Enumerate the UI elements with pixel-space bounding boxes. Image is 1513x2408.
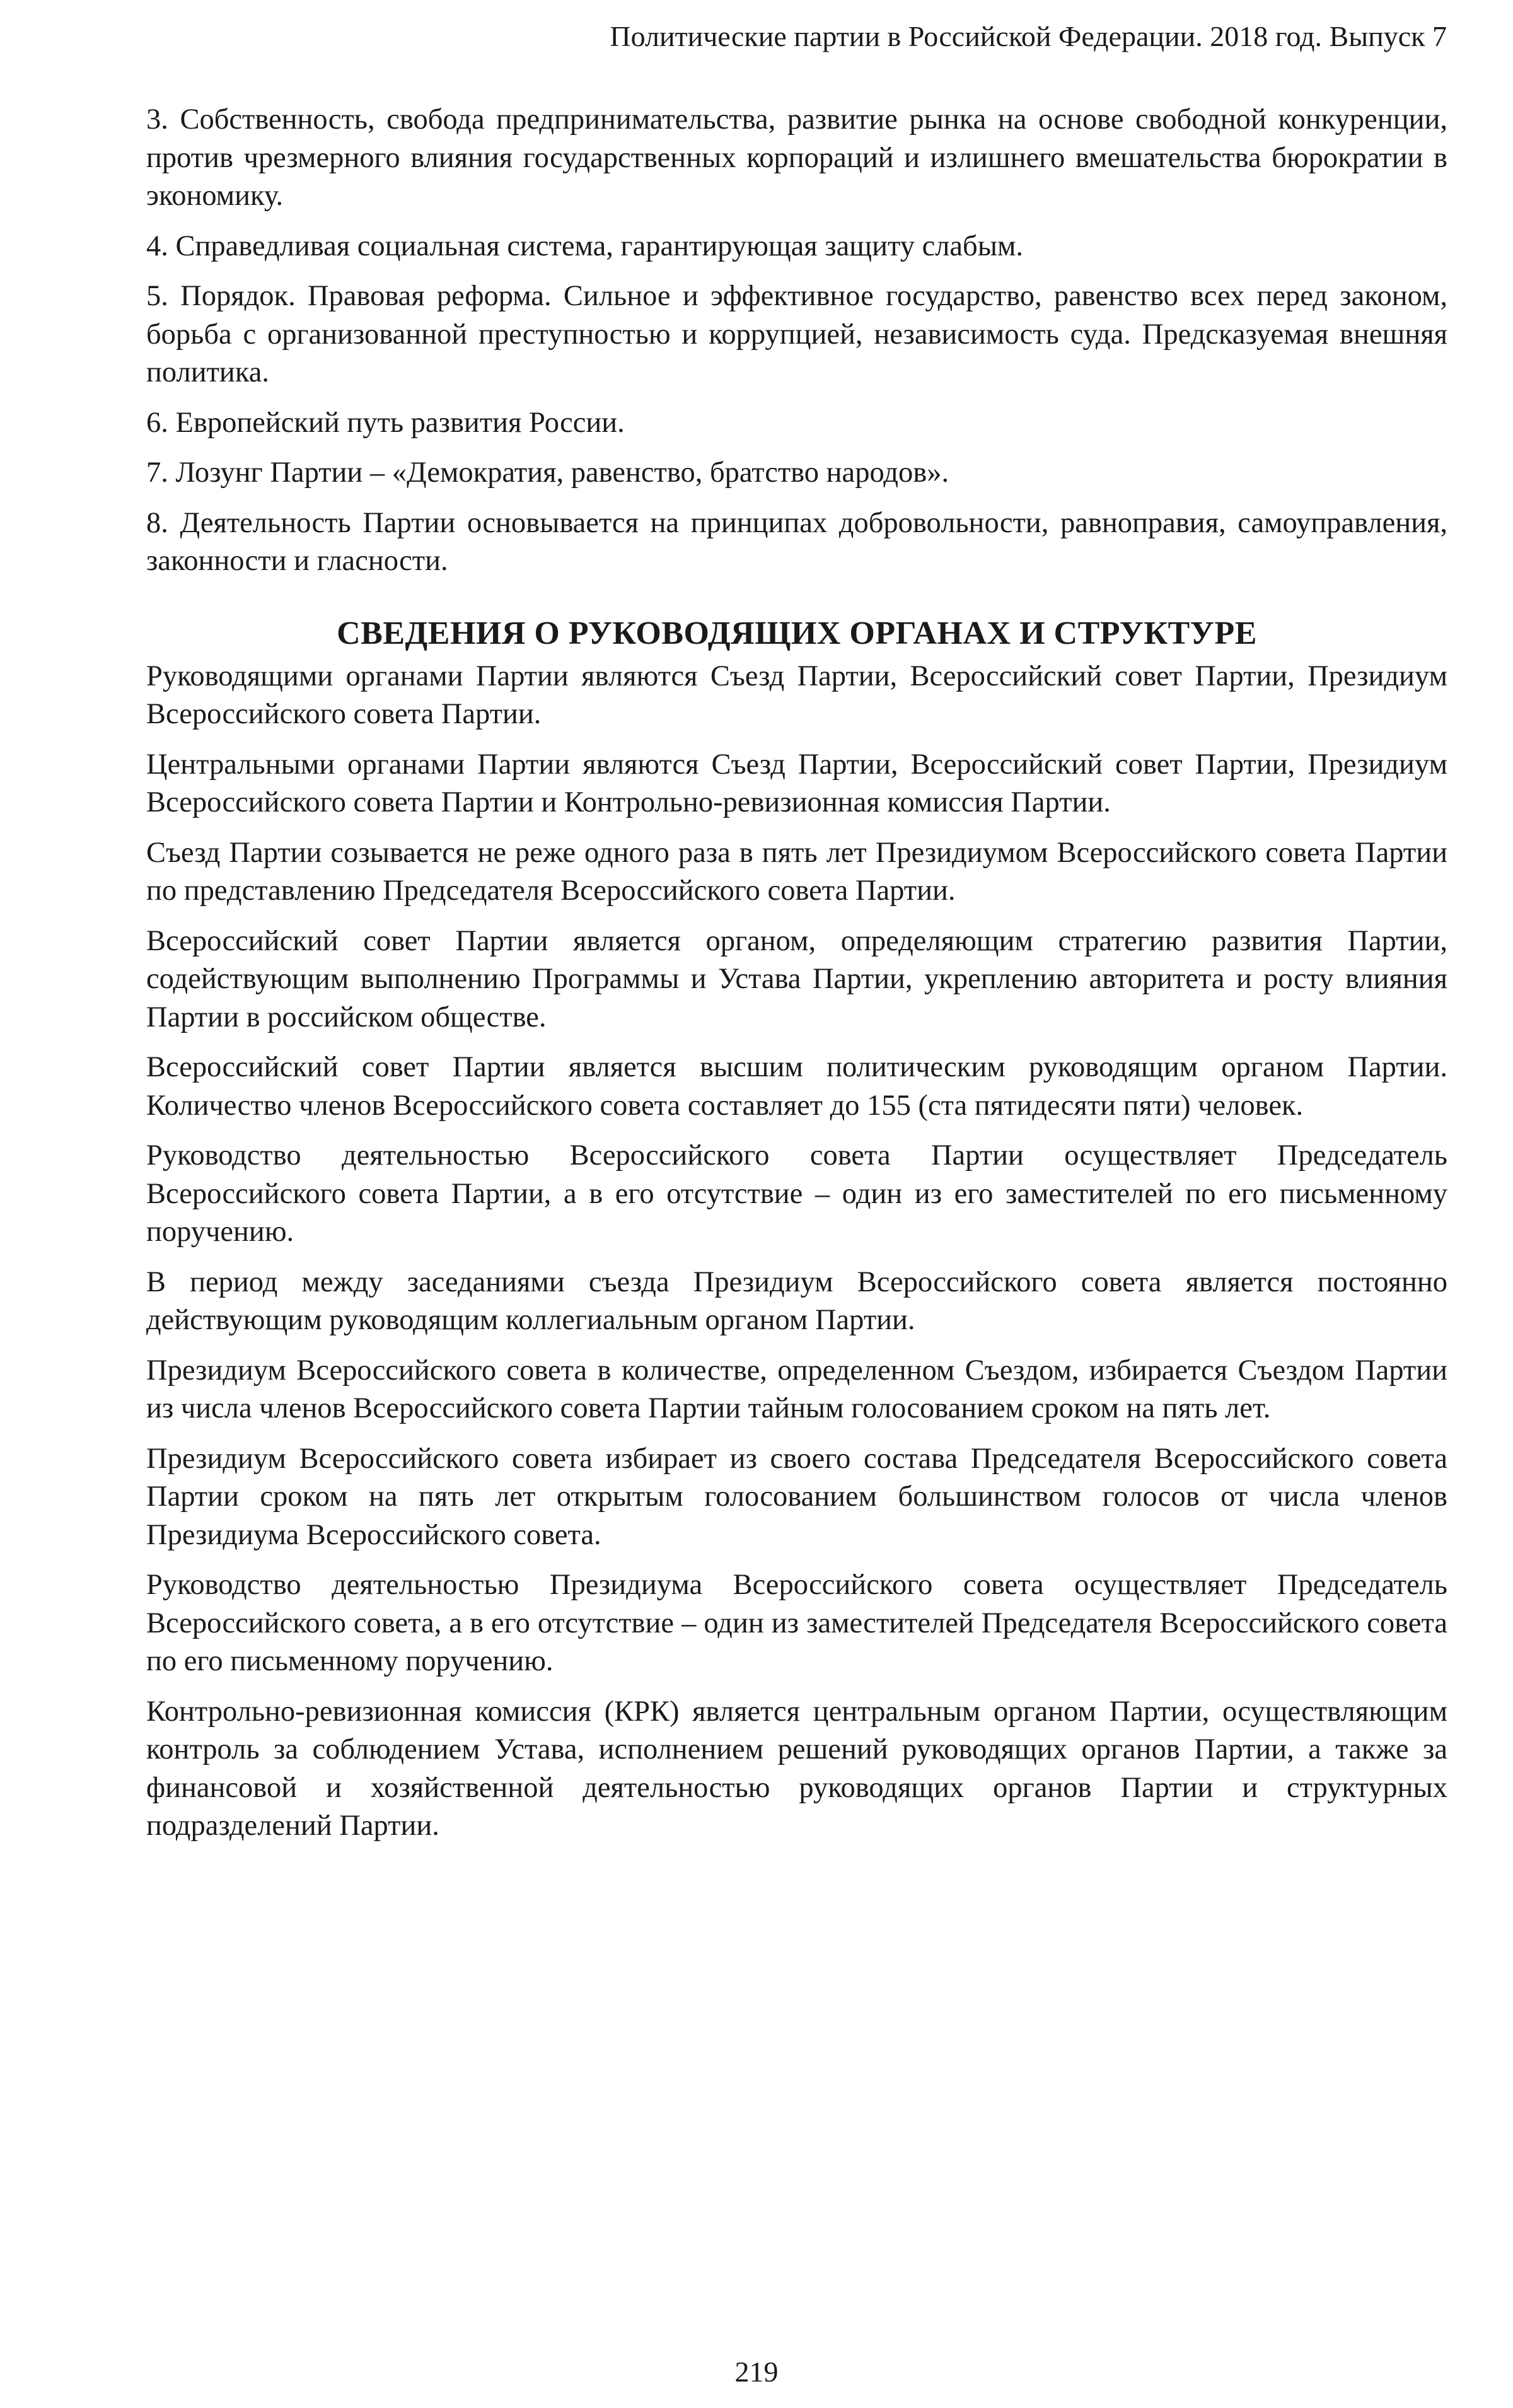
paragraph: Президиум Всероссийского совета избирает из своего состава Председателя Всероссийского совета Партии сроком на пять лет открытым голосованием большинством голосов от числа членов Президиума Всероссийского совета. [146,1442,1447,1551]
paragraph: Всероссийский совет Партии является органом, определяющим стратегию развития Партии, содействующим выполнению Программы и Устава Партии, укреплению авторитета и росту влияния Партии в российском обществе. [146,924,1447,1033]
list-item: 3. Собственность, свобода предпринимательства, развитие рынка на основе свободной конкуренции, против чрезмерного влияния государственных корпораций и излишнего вмешательства бюрократии в экономику. [146,103,1447,212]
list-item: 7. Лозунг Партии – «Демократия, равенство, братство народов». [146,457,949,489]
paragraph: Руководство деятельностью Всероссийского совета Партии осуществляет Председатель Всероссийского совета Партии, а в его отсутствие – один из его заместителей по его письменному поручению. [146,1139,1447,1248]
paragraph: В период между заседаниями съезда Президиум Всероссийского совета является постоянно действующим руководящим коллегиальным органом Партии. [146,1265,1447,1336]
paragraph: Центральными органами Партии являются Съезд Партии, Всероссийский совет Партии, Президиум Всероссийского совета Партии и Контрольно-ревизионная комиссия Партии. [146,748,1447,818]
paragraph: Съезд Партии созывается не реже одного раза в пять лет Президиумом Всероссийского совета Партии по представлению Председателя Всероссийского совета Партии. [146,836,1447,907]
list-item: 6. Европейский путь развития России. [146,406,625,439]
list-item: 4. Справедливая социальная система, гарантирующая защиту слабым. [146,230,1024,262]
list-item: 8. Деятельность Партии основывается на принципах добровольности, равноправия, самоуправления, законности и гласности. [146,506,1447,577]
running-header: Политические партии в Российской Федерации. 2018 год. Выпуск 7 [610,20,1447,52]
page-number: 219 [734,2356,779,2388]
section-heading: СВЕДЕНИЯ О РУКОВОДЯЩИХ ОРГАНАХ И СТРУКТУРЕ [337,615,1257,651]
list-item: 5. Порядок. Правовая реформа. Сильное и эффективное государство, равенство всех перед законом, борьба с организованной преступностью и коррупцией, независимость суда. Предсказуемая внешняя политика. [146,280,1447,388]
paragraph: Президиум Всероссийского совета в количестве, определенном Съездом, избирается Съездом Партии из числа членов Всероссийского совета Партии тайным голосованием сроком на пять лет. [146,1354,1447,1424]
paragraph: Контрольно-ревизионная комиссия (КРК) является центральным органом Партии, осуществляющим контроль за соблюдением Устава, исполнением решений руководящих органов Партии, а также за финансовой и хозяйственной деятельностью руководящих органов Партии и структурных подразделений Партии. [146,1695,1447,1842]
paragraph: Руководство деятельностью Президиума Всероссийского совета осуществляет Председатель Всероссийского совета, а в его отсутствие – один из заместителей Председателя Всероссийского совета по его письменному поручению. [146,1569,1447,1677]
page-body [146,101,1447,1858]
paragraph: Всероссийский совет Партии является высшим политическим руководящим органом Партии. Количество членов Всероссийского совета составляет до 155 (ста пятидесяти пяти) человек. [146,1051,1447,1122]
paragraph: Руководящими органами Партии являются Съезд Партии, Всероссийский совет Партии, Президиум Всероссийского совета Партии. [146,660,1447,730]
